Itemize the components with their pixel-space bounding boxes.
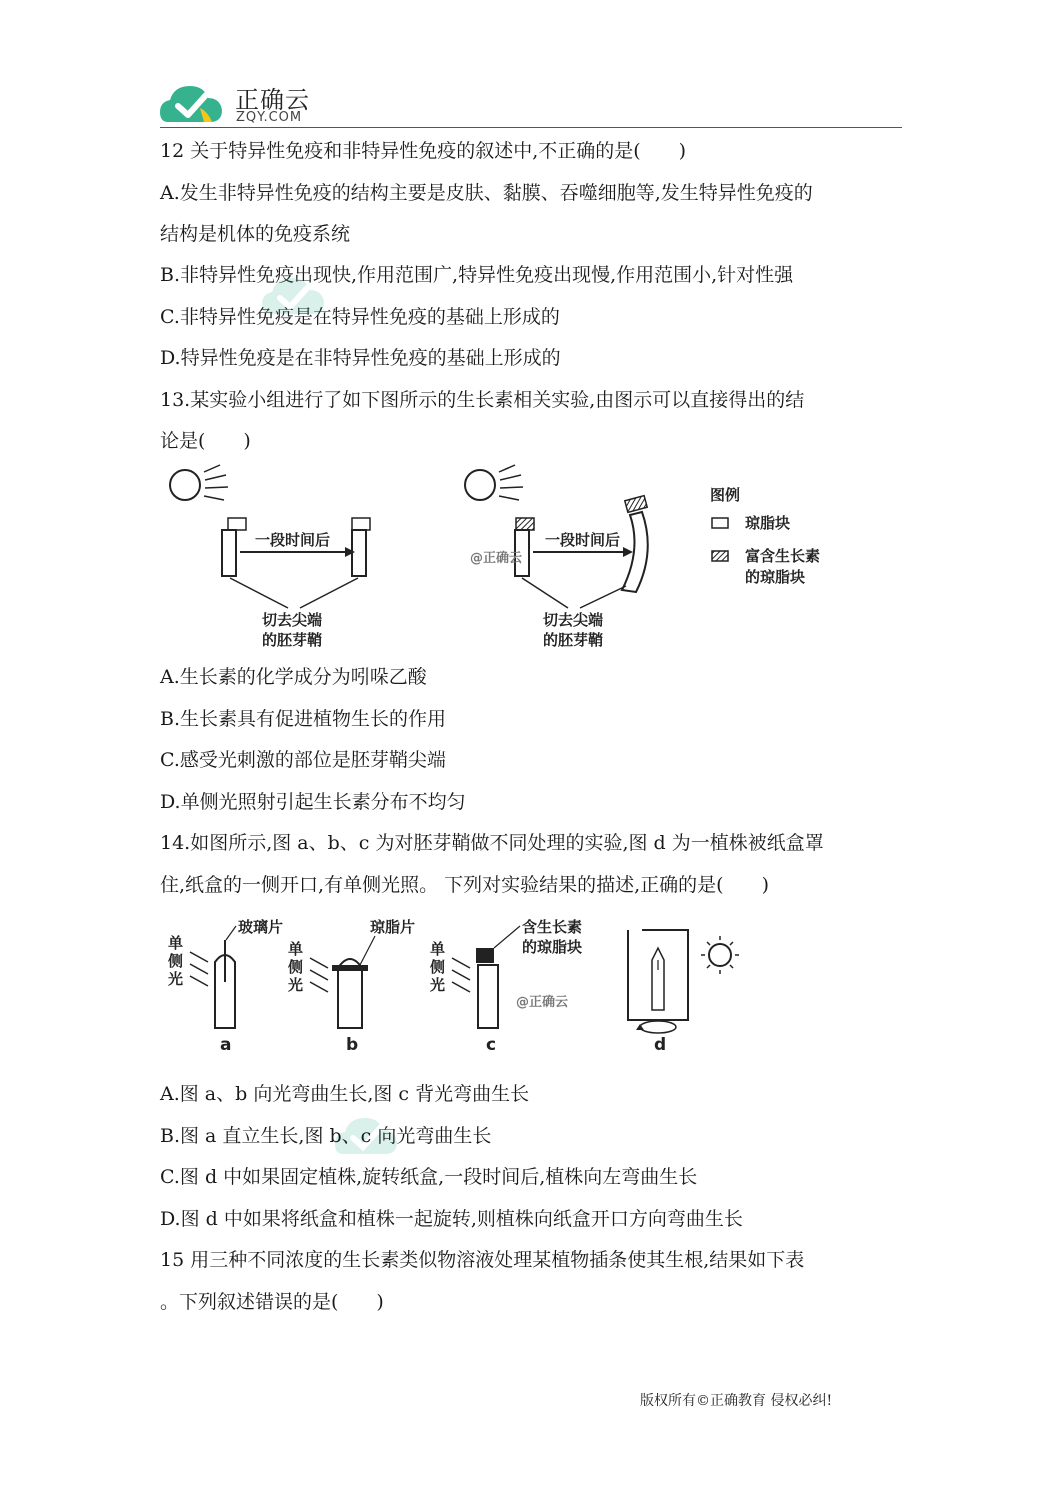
label-pointer — [494, 926, 520, 948]
q13-option-b: B.生长素具有促进植物生长的作用 — [160, 708, 447, 730]
experiment-c — [429, 918, 582, 1055]
q12-stem: 12 关于特异性免疫和非特异性免疫的叙述中,不正确的是( ) — [160, 140, 687, 162]
light-label-a: 侧 — [168, 952, 184, 970]
sun-icon — [465, 465, 523, 500]
q13-option-c: C.感受光刺激的部位是胚芽鞘尖端 — [160, 749, 446, 771]
light-ray — [452, 970, 470, 980]
light-label-c: 光 — [430, 976, 446, 994]
sun-icon — [170, 465, 228, 500]
light-ray — [190, 964, 208, 974]
q15-stem-line1: 15 用三种不同浓度的生长素类似物溶液处理某植物插条使其生根,结果如下表 — [160, 1249, 805, 1271]
label-pointer — [580, 586, 626, 608]
figure-watermark: @正确云 — [470, 551, 523, 566]
light-label-c: 侧 — [430, 958, 446, 976]
q13-figure — [160, 460, 860, 660]
q14-stem-line1: 14.如图所示,图 a、b、c 为对胚芽鞘做不同处理的实验,图 d 为一植株被纸盒罩 — [160, 832, 824, 854]
light-ray — [452, 982, 470, 992]
q13-option-d: D.单侧光照射引起生长素分布不均匀 — [160, 791, 466, 813]
paper-box — [628, 930, 688, 1020]
q12-option-a-line2: 结构是机体的免疫系统 — [160, 223, 351, 245]
sub-label-d: d — [654, 1035, 667, 1055]
q14-option-a: A.图 a、b 向光弯曲生长,图 c 背光弯曲生长 — [160, 1083, 530, 1105]
arrow-head-icon — [345, 547, 355, 557]
q14-option-d: D.图 d 中如果将纸盒和植株一起旋转,则植株向纸盒开口方向弯曲生长 — [160, 1208, 743, 1230]
legend-auxin-swatch — [712, 551, 728, 561]
auxin-agar-block-after — [625, 496, 647, 513]
label-pointer — [226, 926, 236, 940]
q12-option-a-line1: A.发生非特异性免疫的结构主要是皮肤、黏膜、吞噬细胞等,发生特异性免疫的 — [160, 182, 813, 204]
coleoptile-label-line2-b: 的胚芽鞘 — [543, 631, 604, 649]
q13-option-a: A.生长素的化学成分为吲哚乙酸 — [160, 666, 427, 688]
experiment-d — [628, 930, 739, 1055]
agar-plate-label: 琼脂片 — [370, 918, 416, 936]
logo-subtitle: ZQY.COM — [236, 110, 303, 125]
auxin-block-label-line1: 含生长素 — [522, 918, 583, 936]
q12-option-b: B.非特异性免疫出现快,作用范围广,特异性免疫出现慢,作用范围小,针对性强 — [160, 264, 794, 286]
rotation-arrow-head-icon — [636, 1024, 644, 1030]
coleoptile-label-line1: 切去尖端 — [262, 611, 323, 629]
light-label-b: 侧 — [288, 958, 304, 976]
q14-option-b: B.图 a 直立生长,图 b、c 向光弯曲生长 — [160, 1125, 492, 1147]
q13-stem-line2: 论是( ) — [160, 430, 251, 452]
q14-figure — [160, 910, 760, 1060]
agar-plate — [332, 965, 368, 971]
light-ray — [310, 982, 328, 992]
coleoptile-label-line2: 的胚芽鞘 — [262, 631, 323, 649]
glass-label: 玻璃片 — [238, 918, 284, 936]
light-ray — [310, 970, 328, 980]
sun-icon — [701, 936, 739, 974]
q15-stem-line2: 。下列叙述错误的是( ) — [160, 1291, 384, 1313]
q14-stem-line2: 住,纸盒的一侧开口,有单侧光照。 下列对实验结果的描述,正确的是( ) — [160, 874, 769, 896]
light-ray — [190, 976, 208, 986]
legend-auxin-label-line2: 的琼脂块 — [745, 568, 806, 586]
watermark-logo-icon — [262, 270, 342, 320]
experiment-a — [167, 918, 283, 1055]
q14-option-c: C.图 d 中如果固定植株,旋转纸盒,一段时间后,植株向左弯曲生长 — [160, 1166, 698, 1188]
arrow-label-left: 一段时间后 — [255, 531, 331, 549]
coleoptile-before — [222, 530, 236, 576]
light-label-b: 单 — [288, 940, 304, 958]
light-label-a: 单 — [168, 934, 184, 952]
figure-watermark: @正确云 — [516, 995, 569, 1010]
legend-auxin-label-line1: 富含生长素 — [745, 547, 821, 565]
legend-title: 图例 — [710, 486, 741, 504]
sub-label-b: b — [346, 1035, 359, 1055]
header-divider — [160, 127, 902, 128]
legend-agar-label: 琼脂块 — [745, 514, 791, 532]
light-label-a: 光 — [168, 970, 184, 988]
coleoptile-label-line1-b: 切去尖端 — [543, 611, 604, 629]
arrow-label-right: 一段时间后 — [545, 531, 621, 549]
light-ray — [452, 958, 470, 968]
label-pointer — [300, 578, 358, 608]
auxin-agar-block — [516, 518, 534, 530]
light-label-b: 光 — [288, 976, 304, 994]
auxin-agar-block — [476, 948, 494, 963]
q12-option-c: C.非特异性免疫是在特异性免疫的基础上形成的 — [160, 306, 560, 328]
sub-label-c: c — [486, 1035, 497, 1055]
agar-block — [228, 518, 246, 530]
light-ray — [310, 958, 328, 968]
coleoptile-after — [352, 530, 366, 576]
label-pointer — [230, 578, 288, 608]
arrow-head-icon — [623, 547, 633, 557]
sub-label-a: a — [220, 1035, 232, 1055]
experiment-b — [287, 918, 415, 1055]
agar-block-after — [352, 518, 370, 530]
light-ray — [190, 952, 208, 962]
label-pointer — [360, 936, 375, 965]
q12-option-d: D.特异性免疫是在非特异性免疫的基础上形成的 — [160, 347, 561, 369]
footer-copyright: 版权所有©正确教育 侵权必纠! — [640, 1393, 833, 1409]
auxin-block-label-line2: 的琼脂块 — [522, 938, 583, 956]
label-pointer — [522, 578, 568, 608]
coleoptile-c — [478, 965, 498, 1028]
q13-stem-line1: 13.某实验小组进行了如下图所示的生长素相关实验,由图示可以直接得出的结 — [160, 389, 805, 411]
legend-agar-swatch — [712, 518, 728, 528]
plant-seedling — [652, 948, 664, 1010]
rotation-arrow-icon — [640, 1021, 676, 1033]
logo-title: 正确云 — [235, 86, 310, 114]
light-label-c: 单 — [430, 940, 446, 958]
